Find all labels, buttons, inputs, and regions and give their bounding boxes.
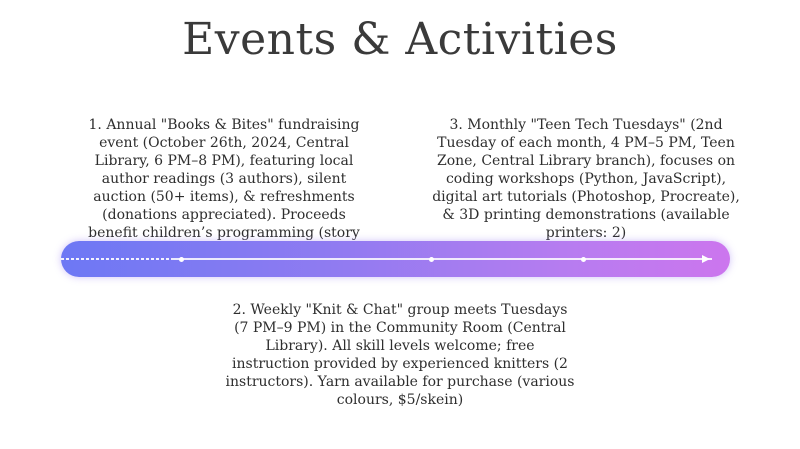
- timeline-marker: [581, 257, 586, 262]
- event-item-books-and-bites: 1. Annual "Books & Bites" fundraising event (October 26th, 2024, Central Library, 6 PM–8 PM), featuring local author readings (3 authors), silent auction (50+ items), & refreshments (donations appreciated). Proceeds benefit children’s programming (story: [88, 117, 360, 241]
- timeline-dashed-segment: [61, 258, 170, 260]
- event-item-knit-and-chat: 2. Weekly "Knit & Chat" group meets Tuesdays (7 PM–9 PM) in the Community Room (Central Library). All skill levels welcome; free instruction provided by experienced knitters (2 instructors). Yarn available for purchase (various colours, $5/skein): [225, 302, 575, 408]
- page-title: Events & Activities: [182, 14, 618, 65]
- timeline-line: [171, 258, 712, 260]
- timeline-marker: [179, 257, 184, 262]
- timeline-arrow-icon: [702, 255, 710, 263]
- event-item-teen-tech-tuesdays: 3. Monthly "Teen Tech Tuesdays" (2nd Tuesday of each month, 4 PM–5 PM, Teen Zone, Central Library branch), focuses on coding workshops (Python, JavaScript), digital art tutorials (Photoshop, Procreate), & 3D printing demonstrations (available printers: 2): [432, 117, 740, 241]
- timeline-bar: [61, 241, 730, 277]
- timeline-marker: [429, 257, 434, 262]
